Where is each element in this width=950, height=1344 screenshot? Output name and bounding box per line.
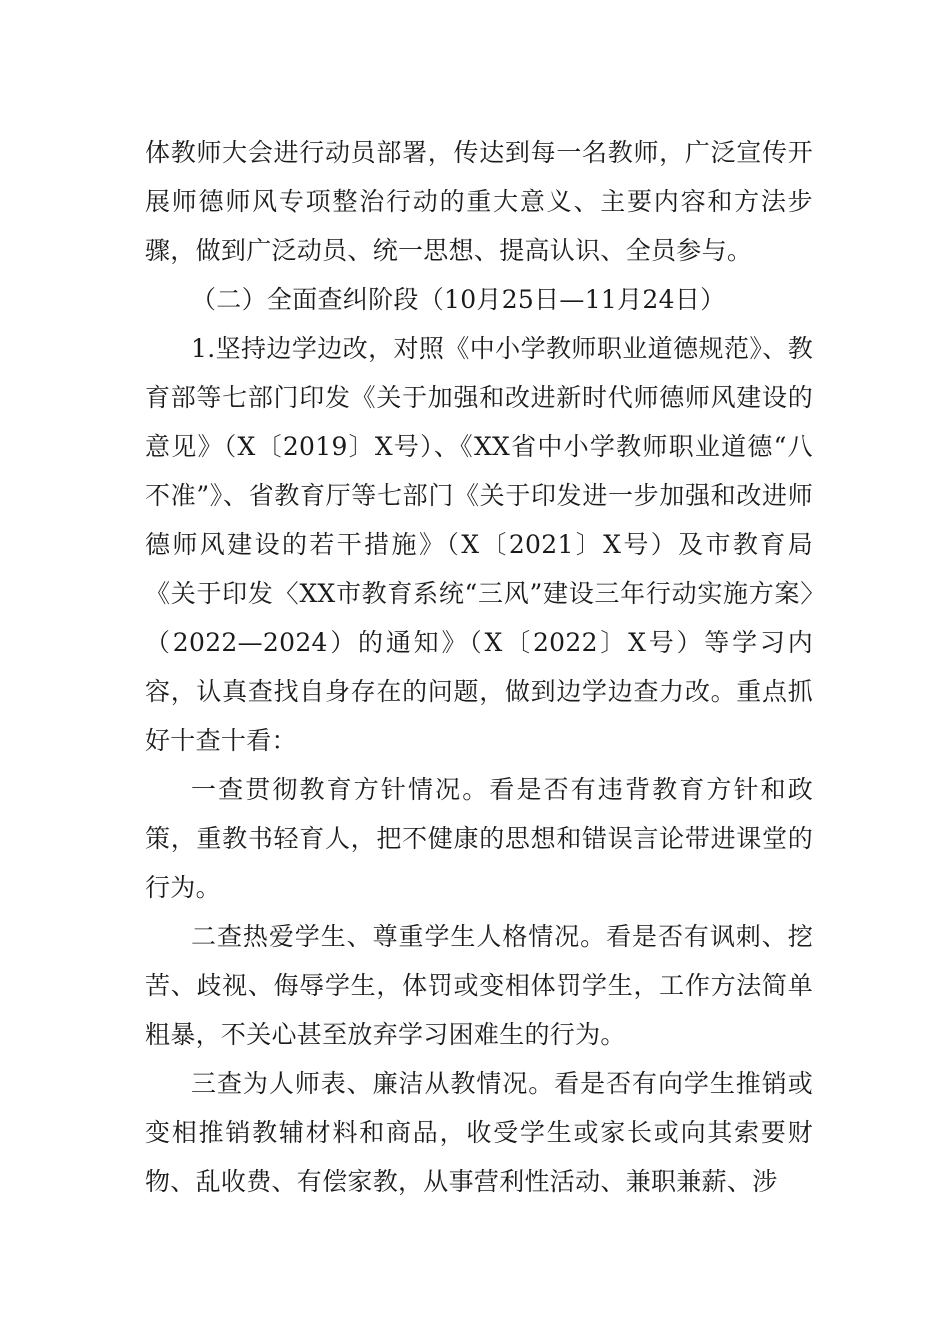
paragraph-check-one: 一查贯彻教育方针情况。看是否有违背教育方针和政策，重教书轻育人，把不健康的思想和错误言论带进课堂的行为。 [145, 775, 813, 902]
paragraph-check-three: 三查为人师表、廉洁从教情况。看是否有向学生推销或变相推销教辅材料和商品，收受学生或家长或向其索要财物、乱收费、有偿家教，从事营利性活动、兼职兼薪、涉 [145, 1069, 813, 1196]
paragraph-continuation: 体教师大会进行动员部署，传达到每一名教师，广泛宣传开展师德师风专项整治行动的重大意义、主要内容和方法步骤，做到广泛动员、统一思想、提高认识、全员参与。 [145, 138, 813, 265]
section-heading-investigation-stage: （二）全面查纠阶段（10月25日—11月24日） [191, 285, 726, 314]
paragraph-check-two: 二查热爱学生、尊重学生人格情况。看是否有讽刺、挖苦、歧视、侮辱学生，体罚或变相体罚学生，工作方法简单粗暴，不关心甚至放弃学习困难生的行为。 [145, 922, 813, 1049]
paragraph-study-and-correct: 1.坚持边学边改，对照《中小学教师职业道德规范》、教育部等七部门印发《关于加强和改进新时代师德师风建设的意见》（X〔2019〕X号）、《XX省中小学教师职业道德“八不准”》、省教育厅等七部门《关于印发进一步加强和改进师德师风建设的若干措施》（X〔2021〕X号）及市教育局《关于印发〈XX市教育系统“三风”建设三年行动实施方案〉（2022—2024）的通知》（X〔2022〕X号）等学习内容，认真查找自身存在的问题，做到边学边查力改。重点抓好十查十看： [145, 334, 813, 755]
document-body [145, 128, 813, 1206]
